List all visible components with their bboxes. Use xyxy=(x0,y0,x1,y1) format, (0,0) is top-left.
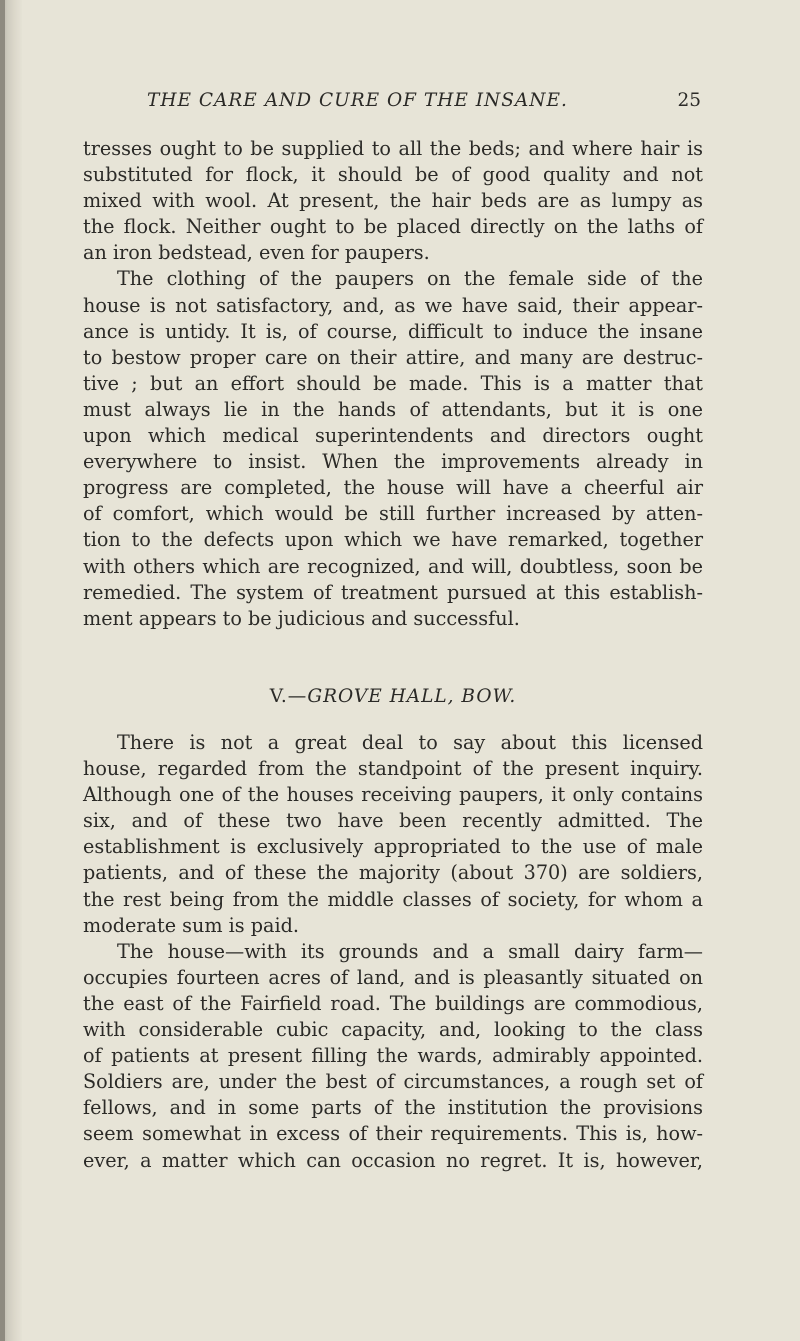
text-line: moderate sum is paid. xyxy=(83,913,299,937)
section-numeral: V.— xyxy=(269,686,308,707)
text-line: an iron bedstead, even for paupers. xyxy=(83,241,430,265)
text-line: progress are completed, the house will have a cheerful air xyxy=(83,476,703,500)
text-line: tive ; but an effort should be made. This is a matter that xyxy=(83,371,703,395)
text-line: the rest being from the middle classes of society, for whom a xyxy=(83,887,703,911)
text-line: tresses ought to be supplied to all the beds; and where hair is xyxy=(83,137,703,160)
text-line: of patients at present filling the wards, admirably appointed. xyxy=(83,1044,703,1068)
text-line: fellows, and in some parts of the institution the provisions xyxy=(83,1096,703,1120)
text-line: six, and of these two have been recently admitted. The xyxy=(83,809,703,833)
text-line: There is not a great deal to say about this licensed xyxy=(117,731,703,754)
page-number: 25 xyxy=(677,90,701,111)
text-line: tion to the defects upon which we have remarked, together xyxy=(83,528,703,552)
running-title: THE CARE AND CURE OF THE INSANE. xyxy=(147,90,568,111)
text-line: the east of the Fairfield road. The buildings are commodious, xyxy=(83,991,703,1015)
section-heading xyxy=(83,686,703,707)
text-line: ever, a matter which can occasion no regret. It is, however, xyxy=(83,1148,703,1172)
paragraph-block-two xyxy=(83,730,703,1174)
running-head xyxy=(83,90,703,116)
text-line: upon which medical superintendents and directors ought xyxy=(83,424,703,448)
text-line: must always lie in the hands of attendants, but it is one xyxy=(83,397,703,421)
text-line: establishment is exclusively appropriated to the use of male xyxy=(83,835,703,859)
text-line: with considerable cubic capacity, and, looking to the class xyxy=(83,1018,703,1042)
text-line: the flock. Neither ought to be placed directly on the laths of xyxy=(83,215,703,239)
text-line: occupies fourteen acres of land, and is pleasantly situated on xyxy=(83,965,703,989)
text-line: Soldiers are, under the best of circumstances, a rough set of xyxy=(83,1070,703,1094)
text-line: ance is untidy. It is, of course, difficult to induce the insane xyxy=(83,319,703,343)
book-binding-edge xyxy=(0,0,5,1341)
section-title: GROVE HALL, BOW. xyxy=(307,686,517,707)
text-line: everywhere to insist. When the improvements already in xyxy=(83,450,703,474)
text-line: patients, and of these the majority (about 370) are soldiers, xyxy=(83,861,703,885)
text-line: house, regarded from the standpoint of the present inquiry. xyxy=(83,757,703,781)
text-line: substituted for flock, it should be of good quality and not xyxy=(83,163,703,187)
paragraph-block-one xyxy=(83,136,703,632)
text-line: with others which are recognized, and will, doubtless, soon be xyxy=(83,554,703,578)
text-line: seem somewhat in excess of their requirements. This is, how- xyxy=(83,1122,703,1146)
text-line: house is not satisfactory, and, as we have said, their appear- xyxy=(83,293,703,317)
text-line: of comfort, which would be still further increased by atten- xyxy=(83,502,703,526)
text-line: Although one of the houses receiving paupers, it only contains xyxy=(83,783,703,807)
text-line: to bestow proper care on their attire, and many are destruc- xyxy=(83,345,703,369)
text-line: remedied. The system of treatment pursued at this establish- xyxy=(83,580,703,604)
book-page xyxy=(83,0,703,1341)
text-line: The house—with its grounds and a small dairy farm— xyxy=(117,939,703,963)
text-line: The clothing of the paupers on the female side of the xyxy=(117,267,703,291)
text-line: mixed with wool. At present, the hair beds are as lumpy as xyxy=(83,189,703,213)
text-line: ment appears to be judicious and successful. xyxy=(83,606,520,630)
